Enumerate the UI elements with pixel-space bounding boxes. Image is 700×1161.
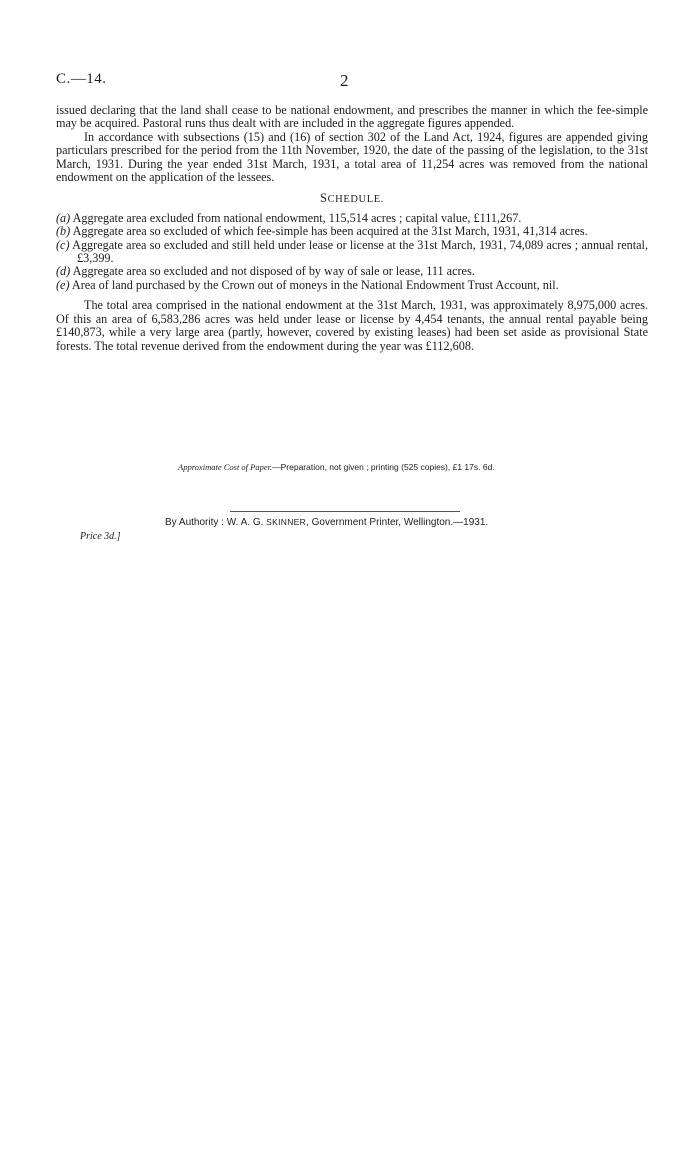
schedule-item-text: Aggregate area so excluded of which fee-simple has been acquired at the 31st March, 1931, 41,314 acres. [72, 224, 588, 239]
cost-text: —Preparation, not given ; printing (525 copies), £1 17s. 6d. [272, 462, 495, 472]
schedule-item-label: (b) [56, 224, 71, 239]
paragraph-continuation: issued declaring that the land shall cease to be national endowment, and prescribes the manner in which the fee-simple may be acquired. Pastoral runs thus dealt with are included in the aggregate figures appended. [56, 103, 648, 131]
document-reference: C.—14. [56, 71, 107, 87]
schedule-item-text: Area of land purchased by the Crown out of moneys in the National Endowment Trust Account, nil. [71, 277, 559, 292]
page-header [56, 71, 646, 93]
footer-divider [230, 511, 460, 512]
schedule-item-label: (a) [56, 210, 71, 225]
schedule-item-label: (c) [56, 237, 70, 252]
schedule-item [56, 265, 648, 278]
cost-of-paper-note [178, 462, 578, 472]
paragraph-total-area: The total area comprised in the national endowment at the 31st March, 1931, was approximately 8,975,000 acres. Of this an area of 6,583,286 acres was held under lease or license by 4,454 tenants, the annual rental payable being £140,873, while a very large area (partly, however, covered by existing leases) had been set aside as provisional State forests. The total revenue derived from the endowment during the year was £112,608. [56, 298, 648, 353]
schedule-list [56, 212, 648, 292]
schedule-item [56, 239, 648, 266]
body-text [56, 104, 648, 353]
paragraph-land-act: In accordance with subsections (15) and (16) of section 302 of the Land Act, 1924, figures are appended giving particulars prescribed for the period from the 11th November, 1920, the date of the passing of the legislation, to the 31st March, 1931. During the year ended 31st March, 1931, a total area of 11,254 acres was removed from the national endowment on the application of the lessees. [56, 129, 648, 185]
price-note: Price 3d.] [80, 531, 121, 542]
schedule-item-label: (e) [56, 277, 70, 292]
schedule-item [56, 279, 648, 292]
schedule-item-text: Aggregate area so excluded and not disposed of by way of sale or lease, 111 acres. [72, 264, 475, 279]
authority-suffix: , Government Printer, Wellington.—1931. [306, 517, 489, 528]
schedule-item [56, 212, 648, 225]
schedule-item [56, 225, 648, 238]
page-number: 2 [340, 71, 349, 90]
schedule-heading-rest: CHEDULE. [327, 194, 384, 206]
printer-authority [165, 517, 645, 528]
schedule-item-text: Aggregate area excluded from national endowment, 115,514 acres ; capital value, £111,267. [72, 210, 522, 225]
schedule-item-text: Aggregate area so excluded and still held under lease or license at the 31st March, 1931, 74,089 acres ; annual rental, £3,399. [72, 237, 648, 266]
cost-label: Approximate Cost of Paper. [178, 462, 273, 472]
schedule-heading [56, 192, 648, 206]
schedule-item-label: (d) [56, 264, 71, 279]
printer-name: SKINNER [266, 517, 307, 527]
authority-prefix: By Authority : W. A. G. [165, 517, 267, 528]
schedule-heading-initial: S [320, 191, 328, 206]
